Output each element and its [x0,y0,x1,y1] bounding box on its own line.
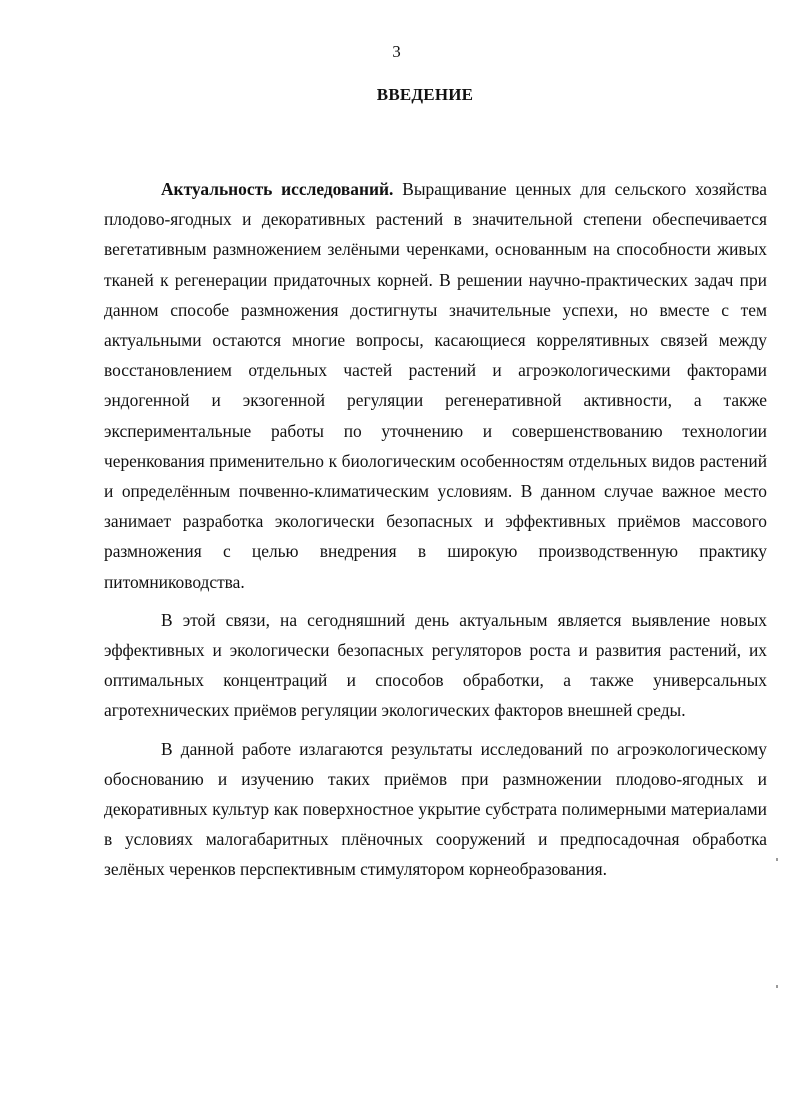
paragraph-relevance [104,174,767,597]
paragraph-regulators: В этой связи, на сегодняшний день актуальным является выявление новых эффективных и экологически безопасных регуляторов роста и развития растений, их оптимальных концентраций и способов обработки, а также универсальных агротехнических приёмов регуляции экологических факторов внешней среды. [104,609,767,721]
page-number: 3 [392,42,401,61]
scan-speck [776,858,778,861]
paragraph-text: Выращивание ценных для сельского хозяйства плодово-ягодных и декоративных растений в значительной степени обеспечивается вегетативным размножением зелёными черенками, основанным на способности живых тканей к регенерации придаточных корней. В решении научно-практических задач при данном способе размножения достигнуты значительные успехи, но вместе с тем актуальными остаются многие вопросы, касающиеся коррелятивных связей между восстановлением отдельных частей растений и агроэкологическими факторами эндогенной и экзогенной регуляции регенеративной активности, а также экспериментальные работы по уточнению и совершенствованию технологии черенкования применительно к биологическим особенностям отдельных видов растений и определённым почвенно-климатическим условиям. В данном случае важное место занимает разработка экологически безопасных и эффективных приёмов массового размножения с целью внедрения в широкую производственную практику питомниководства. [104,179,767,592]
section-heading: ВВЕДЕНИЕ [376,85,474,104]
paragraph-lead: Актуальность исследований. [161,179,394,199]
scan-speck [776,985,778,988]
body-text [104,174,767,893]
paragraph-results: В данной работе излагаются результаты исследований по агроэкологическому обоснованию и изучению таких приёмов при размножении плодово-ягодных и декоративных культур как поверхностное укрытие субстрата полимерными материалами в условиях малогабаритных плёночных сооружений и предпосадочная обработка зелёных черенков перспективным стимулятором корнеобразования. [104,738,767,880]
